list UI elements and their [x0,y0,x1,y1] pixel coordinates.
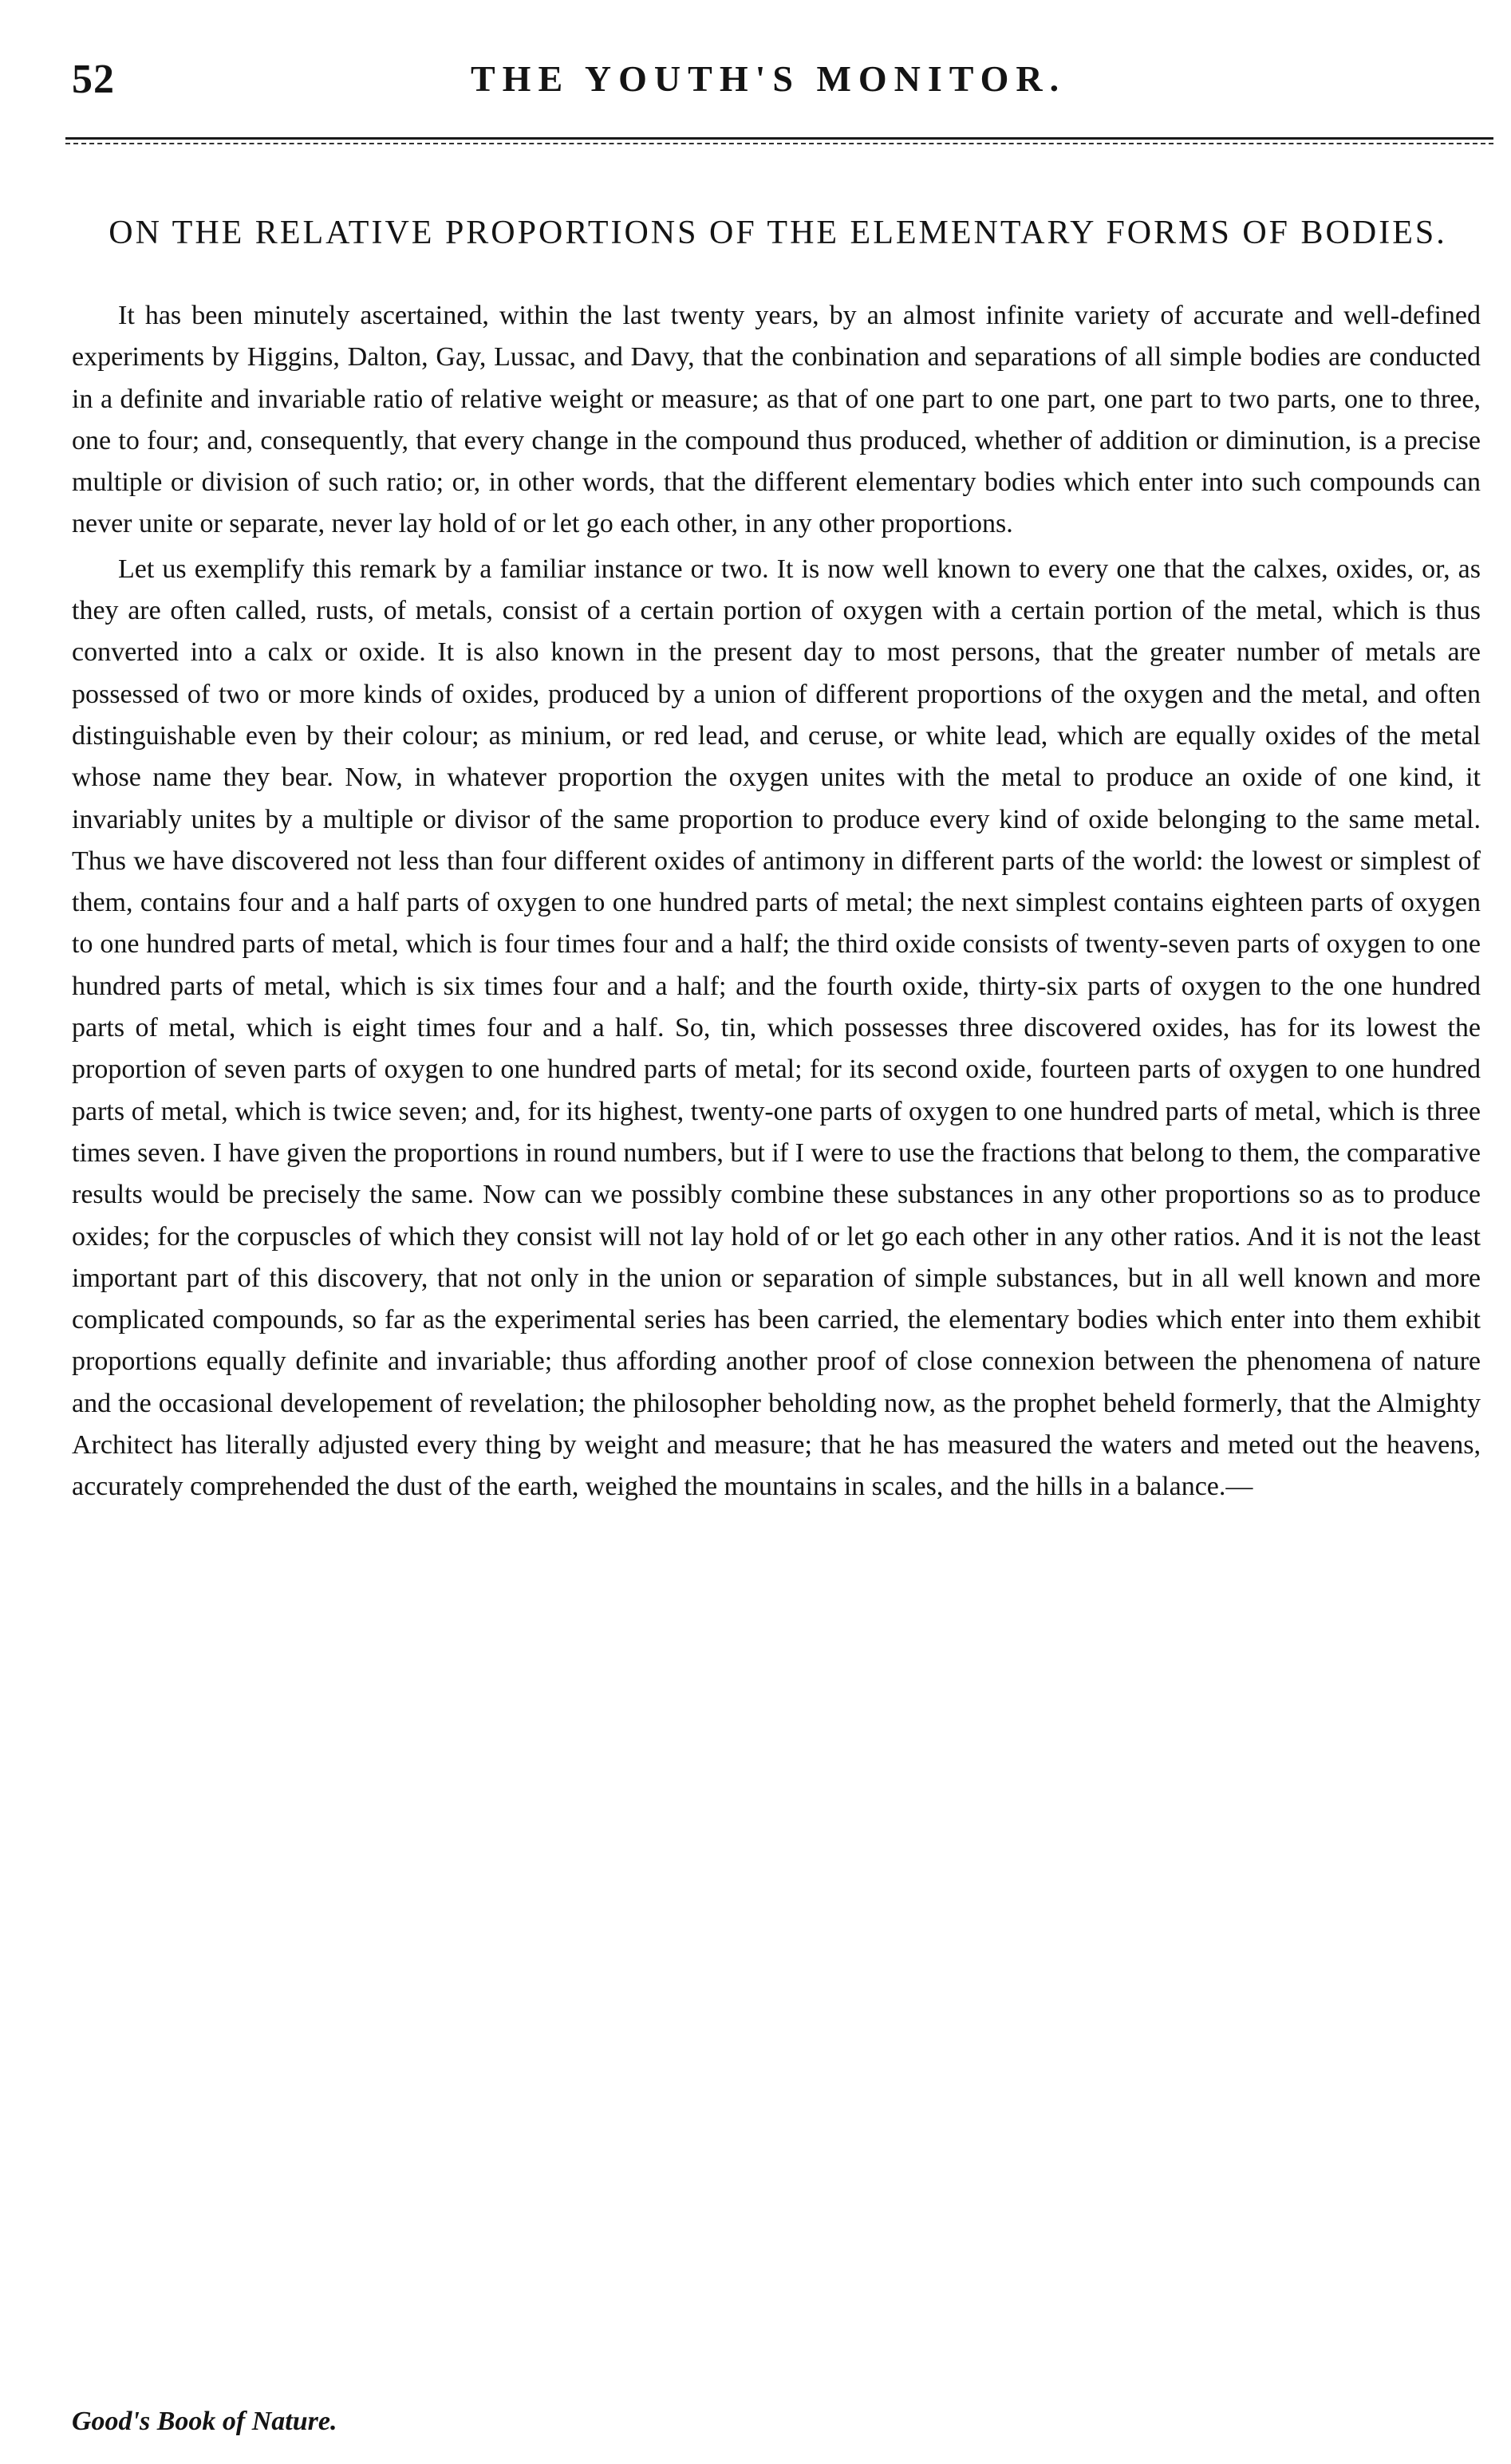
header-rule [65,137,1493,144]
page-number: 52 [72,57,115,102]
running-title: THE YOUTH'S MONITOR. [471,58,1067,99]
source-citation: Good's Book of Nature. [72,2407,337,2436]
paragraph-2: Let us exemplify this remark by a familiar instance or two. It is now well known to every one that the calxes, oxides, or, as they are often called, rusts, of metals, consist of a certain portion of oxygen with a certain portion of the metal, which is thus converted into a calx or oxide. It is also known in the present day to most persons, that the greater number of metals are possessed of two or more kinds of oxides, produced by a union of different proportions of the oxygen and the metal, and often distinguishable even by their colour; as minium, or red lead, and ceruse, or white lead, which are equally oxides of the metal whose name they bear. Now, in whatever proportion the oxygen unites with the metal to produce an oxide of one kind, it invariably unites by a multiple or divisor of the same proportion to produce every kind of oxide belonging to the same metal. Thus we have discovered not less than four different oxides of antimony in different parts of the world: the lowest or simplest of them, contains four and a half parts of oxygen to one hundred parts of metal; the next simplest contains eighteen parts of oxygen to one hundred parts of metal, which is four times four and a half; the third oxide consists of twenty-seven parts of oxygen to one hundred parts of metal, which is six times four and a half; and the fourth oxide, thirty-six parts of oxygen to the one hundred parts of metal, which is eight times four and a half. So, tin, which possesses three discovered oxides, has for its lowest the proportion of seven parts of oxygen to one hundred parts of metal; for its second oxide, fourteen parts of oxygen to one hundred parts of metal, which is twice seven; and, for its highest, twenty-one parts of oxygen to one hundred parts of metal, which is three times seven. I have given the proportions in round numbers, but if I were to use the fractions that belong to them, the comparative results would be precisely the same. Now can we possibly combine these substances in any other proportions so as to produce oxides; for the corpuscles of which they consist will not lay hold of or let go each other in any other ratios. And it is not the least important part of this discovery, that not only in the union or separation of simple substances, but in all well known and more complicated compounds, so far as the experimental series has been carried, the elementary bodies which enter into them exhibit proportions equally definite and invariable; thus affording another proof of close connexion between the phenomena of nature and the occasional developement of revelation; the philosopher beholding now, as the prophet beheld formerly, that the Almighty Architect has literally adjusted every thing by weight and measure; that he has measured the waters and meted out the heavens, accurately comprehended the dust of the earth, weighed the mountains in scales, and the hills in a balance.— [72,554,1481,1502]
running-head [72,56,1484,112]
article-title: ON THE RELATIVE PROPORTIONS OF THE ELEMENTARY FORMS OF BODIES. [108,215,1447,252]
paragraph-1: It has been minutely ascertained, within the last twenty years, by an almost infinite variety of accurate and well-defined experiments by Higgins, Dalton, Gay, Lussac, and Davy, that the conbination and separations of all simple bodies are conducted in a definite and invariable ratio of relative weight or measure; as that of one part to one part, one part to two parts, one to three, one to four; and, consequently, that every change in the compound thus produced, whether of addition or diminution, is a precise multiple or division of such ratio; or, in other words, that the different elementary bodies which enter into such compounds can never unite or separate, never lay hold of or let go each other, in any other proportions. [72,301,1481,539]
book-page [72,56,1484,2436]
article-body [72,295,1481,1508]
